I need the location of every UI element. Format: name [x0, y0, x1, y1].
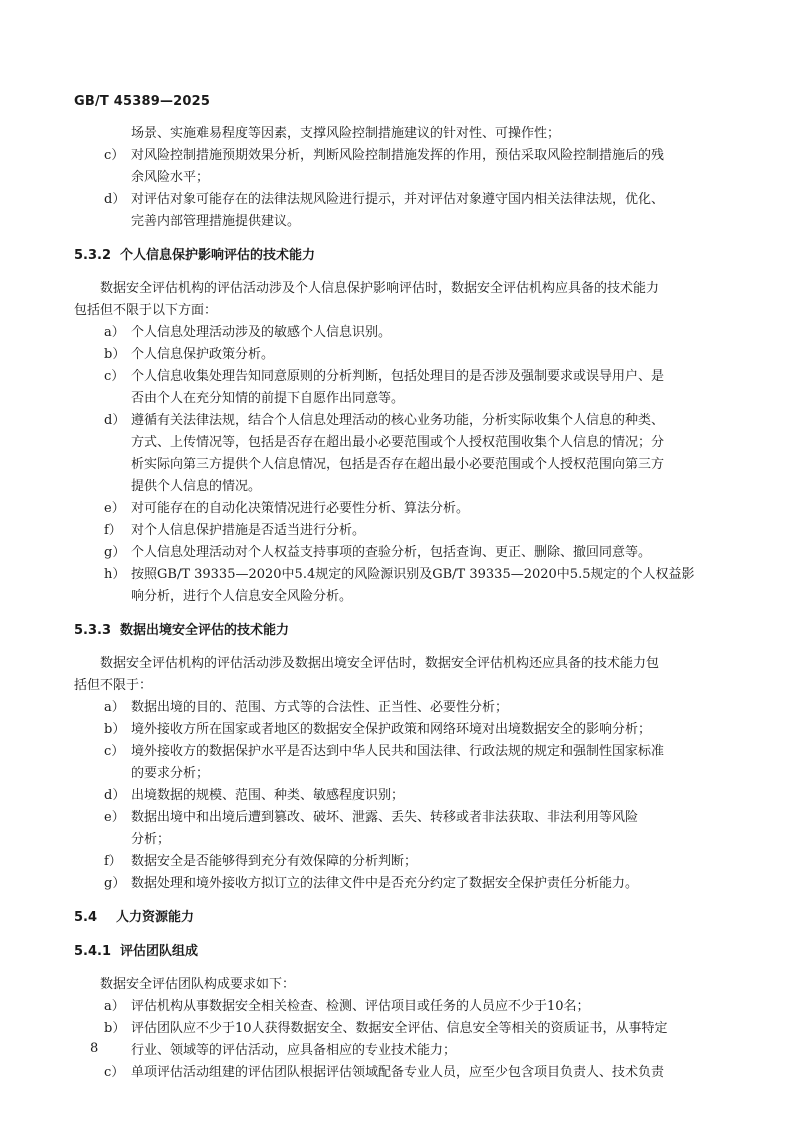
section-5-3-3-heading: [74, 620, 726, 642]
section-5-4-1-intro: 数据安全评估团队构成要求如下：: [100, 977, 296, 992]
list-item: [74, 410, 726, 498]
list-item-line: 的要求分析；: [131, 766, 210, 781]
list-item: [74, 873, 726, 895]
list-item-line: 个人信息处理活动对个人权益支持事项的查验分析，包括查询、更正、删除、撤回同意等。: [131, 545, 652, 560]
list-item-line: 境外接收方的数据保护水平是否达到中华人民共和国法律、行政法规的规定和强制性国家标准: [131, 744, 665, 759]
list-item: [74, 1062, 726, 1084]
list-item-line: 单项评估活动组建的评估团队根据评估领域配备专业人员，应至少包含项目负责人、技术负责: [131, 1065, 665, 1080]
section-title: 个人信息保护影响评估的技术能力: [120, 248, 316, 263]
list-item-text: [131, 520, 726, 542]
list-item-text: [131, 564, 726, 608]
list-item: [74, 996, 726, 1018]
list-item-line: 个人信息保护政策分析。: [131, 347, 275, 362]
list-item: [74, 322, 726, 344]
list-item-text: [131, 807, 726, 851]
list-item-line: 个人信息收集处理告知同意原则的分析判断，包括处理目的是否涉及强制要求或误导用户、是: [131, 369, 665, 384]
list-item-line: 对评估对象可能存在的法律法规风险进行提示，并对评估对象遵守国内相关法律法规，优化、: [131, 192, 665, 207]
list-item-line: 否由个人在充分知情的前提下自愿作出同意等。: [131, 391, 405, 406]
section-number: 5.3.2: [74, 248, 112, 263]
list-item-text: [131, 1062, 726, 1084]
list-item-line: 析实际向第三方提供个人信息情况，包括是否存在超出最小必要范围或个人授权范围向第三方: [131, 457, 665, 472]
section-5-4-1-heading: [74, 941, 726, 963]
list-item-line: 数据出境中和出境后遭到篡改、破坏、泄露、丢失、转移或者非法获取、非法利用等风险: [131, 810, 639, 825]
list-item-text: [131, 322, 726, 344]
top-list: [74, 145, 726, 233]
list-item: [74, 498, 726, 520]
list-item-label: d）: [104, 788, 126, 803]
list-item-text: [131, 344, 726, 366]
section-number: 5.4.1: [74, 944, 112, 959]
list-item-label: e）: [104, 501, 125, 516]
list-item-line: 方式、上传情况等，包括是否存在超出最小必要范围或个人授权范围收集个人信息的情况；分: [131, 435, 665, 450]
list-item-line: 余风险水平；: [131, 170, 210, 185]
page-number: 8: [90, 1041, 99, 1056]
list-item: [74, 1018, 726, 1062]
list-item-line: 对风险控制措施预期效果分析，判断风险控制措施发挥的作用，预估采取风险控制措施后的残: [131, 148, 665, 163]
list-item: [74, 807, 726, 851]
list-item-text: [131, 785, 726, 807]
section-title: 评估团队组成: [120, 944, 199, 959]
list-item: [74, 189, 726, 233]
list-item-label: a）: [104, 999, 125, 1014]
list-item-line: 按照GB/T 39335—2020中5.4规定的风险源识别及GB/T 39335—2020中5.5规定的个人权益影: [131, 567, 695, 582]
section-title: 数据出境安全评估的技术能力: [120, 623, 290, 638]
list-item-label: b）: [104, 722, 126, 737]
list-item-label: h）: [104, 567, 126, 582]
section-5-3-2-list: [74, 322, 726, 608]
list-item-label: a）: [104, 325, 125, 340]
list-item-label: e）: [104, 810, 125, 825]
list-item-label: d）: [104, 413, 126, 428]
section-number: 5.4: [74, 910, 98, 925]
section-5-3-2-heading: [74, 245, 726, 267]
list-item-line: 对可能存在的自动化决策情况进行必要性分析、算法分析。: [131, 501, 470, 516]
list-item-line: 完善内部管理措施提供建议。: [131, 214, 301, 229]
list-item-text: [131, 542, 726, 564]
list-item: [74, 785, 726, 807]
list-item-line: 遵循有关法律法规，结合个人信息处理活动的核心业务功能，分析实际收集个人信息的种类、: [131, 413, 665, 428]
list-item-label: g）: [104, 876, 126, 891]
section-5-4-heading: [74, 907, 726, 929]
list-item: [74, 145, 726, 189]
list-item: [74, 697, 726, 719]
list-item-label: b）: [104, 347, 126, 362]
list-item: [74, 344, 726, 366]
list-item-text: [131, 410, 726, 498]
section-number: 5.3.3: [74, 623, 112, 638]
list-item-text: [131, 851, 726, 873]
section-5-3-3-intro-line-1: 数据安全评估机构的评估活动涉及数据出境安全评估时，数据安全评估机构还应具备的技术能力包: [100, 656, 660, 671]
list-item-line: 分析；: [131, 832, 171, 847]
list-item-line: 出境数据的规模、范围、种类、敏感程度识别；: [131, 788, 405, 803]
list-item: [74, 741, 726, 785]
list-item-label: d）: [104, 192, 126, 207]
list-item-line: 数据出境的目的、范围、方式等的合法性、正当性、必要性分析；: [131, 700, 509, 715]
list-item-text: [131, 741, 726, 785]
list-item: [74, 366, 726, 410]
list-item-line: 行业、领域等的评估活动，应具备相应的专业技术能力；: [131, 1043, 457, 1058]
list-item-line: 个人信息处理活动涉及的敏感个人信息识别。: [131, 325, 392, 340]
standard-number-header: GB/T 45389—2025: [74, 94, 211, 109]
section-5-3-3-list: [74, 697, 726, 895]
section-5-4-1-list: [74, 996, 726, 1084]
list-item-label: c）: [104, 148, 125, 163]
list-item-line: 数据处理和境外接收方拟订立的法律文件中是否充分约定了数据安全保护责任分析能力。: [131, 876, 639, 891]
section-5-3-2-intro-line-2: 包括但不限于以下方面：: [74, 303, 218, 318]
list-item-line: 评估团队应不少于10人获得数据安全、数据安全评估、信息安全等相关的资质证书，从事特定: [131, 1021, 668, 1036]
list-item: [74, 520, 726, 542]
list-item-label: c）: [104, 744, 125, 759]
list-item-text: [131, 697, 726, 719]
list-item-line: 评估机构从事数据安全相关检查、检测、评估项目或任务的人员应不少于10名；: [131, 999, 590, 1014]
list-item: [74, 851, 726, 873]
list-item-label: f）: [104, 523, 122, 538]
list-item-line: 响分析，进行个人信息安全风险分析。: [131, 589, 353, 604]
list-item-text: [131, 145, 726, 189]
list-item-text: [131, 996, 726, 1018]
list-item-label: a）: [104, 700, 125, 715]
list-item-line: 境外接收方所在国家或者地区的数据安全保护政策和网络环境对出境数据安全的影响分析；: [131, 722, 652, 737]
continued-line: 场景、实施难易程度等因素，支撑风险控制措施建议的针对性、可操作性；: [131, 126, 561, 141]
list-item-text: [131, 873, 726, 895]
list-item: [74, 564, 726, 608]
list-item-text: [131, 498, 726, 520]
list-item-text: [131, 189, 726, 233]
list-item-label: b）: [104, 1021, 126, 1036]
list-item: [74, 719, 726, 741]
list-item-line: 数据安全是否能够得到充分有效保障的分析判断；: [131, 854, 418, 869]
section-5-3-2-intro-line-1: 数据安全评估机构的评估活动涉及个人信息保护影响评估时，数据安全评估机构应具备的技术能力: [100, 281, 660, 296]
page-content: [74, 123, 726, 1084]
list-item-line: 提供个人信息的情况。: [131, 479, 262, 494]
section-5-3-3-intro-line-2: 括但不限于：: [74, 678, 153, 693]
list-item-label: c）: [104, 369, 125, 384]
list-item-text: [131, 366, 726, 410]
list-item-line: 对个人信息保护措施是否适当进行分析。: [131, 523, 366, 538]
list-item-text: [131, 1018, 726, 1062]
list-item-label: g）: [104, 545, 126, 560]
list-item-label: c）: [104, 1065, 125, 1080]
section-title: 人力资源能力: [116, 910, 195, 925]
list-item-text: [131, 719, 726, 741]
list-item: [74, 542, 726, 564]
list-item-label: f）: [104, 854, 122, 869]
